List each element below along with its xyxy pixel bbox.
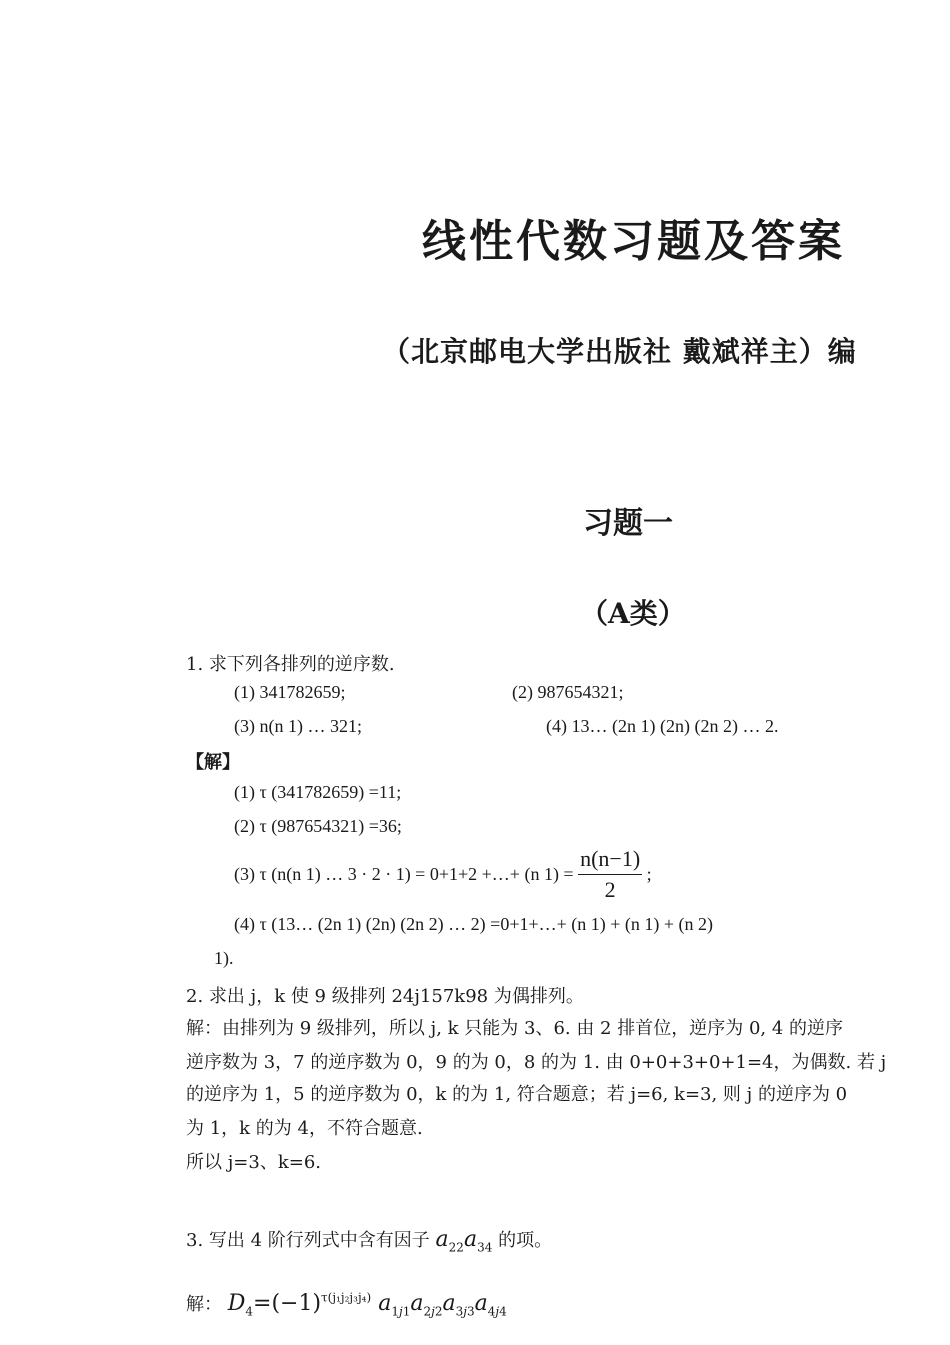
page-subtitle: （北京邮电大学出版社 戴斌祥主）编 bbox=[382, 335, 857, 368]
page-title: 线性代数习题及答案 bbox=[422, 216, 845, 267]
q2-line-1: 解：由排列为 9 级排列，所以 j, k 只能为 3、6. 由 2 排首位，逆序为 0, 4 的逆序 bbox=[186, 1018, 844, 1039]
chapter-heading: 习题一 bbox=[583, 506, 673, 541]
q3-tau-exponent: τ(j₁j₂j₃j₄) bbox=[321, 1290, 372, 1305]
q3-prompt-text: 3. 写出 4 阶行列式中含有因子 bbox=[186, 1230, 430, 1251]
q1-answer-4: (4) τ (13… (2n 1) (2n) (2n 2) … 2) =0+1+…+ (n 1) + (n 1) + (n 2) bbox=[234, 914, 714, 934]
q3-formula: $D_4=(-1)^{\tau(j_1j_2j_3j_4)}$ $a_{1j1}a_{2j2}a_{3j3}a_{4j4}$ bbox=[227, 1290, 507, 1319]
fraction-denominator: 2 bbox=[604, 877, 616, 902]
q3-solution-label: 解： bbox=[186, 1294, 222, 1315]
q2-line-2: 逆序数为 3，7 的逆序数为 0，9 的为 0，8 的为 1. 由 0+0+3+0+1=4，为偶数. 若 j bbox=[186, 1052, 887, 1073]
q1-item-4: (4) 13… (2n 1) (2n) (2n 2) … 2. bbox=[546, 716, 779, 736]
q1-item-1: (1) 341782659; bbox=[234, 682, 346, 702]
q3-prompt-tail: 的项。 bbox=[498, 1230, 553, 1251]
q2-line-5: 所以 j=3、k=6. bbox=[186, 1152, 321, 1173]
q1-answer-4-cont: 1). bbox=[214, 948, 234, 968]
q1-solution-label: 【解】 bbox=[186, 752, 240, 773]
q2-line-3: 的逆序为 1，5 的逆序数为 0，k 的为 1, 符合题意；若 j=6, k=3, 则 j 的逆序为 0 bbox=[186, 1084, 848, 1105]
q1-item-2: (2) 987654321; bbox=[512, 682, 624, 702]
q1-answer-3-tail: ; bbox=[646, 864, 652, 884]
q1-prompt: 1. 求下列各排列的逆序数. bbox=[186, 654, 395, 675]
q1-answer-2: (2) τ (987654321) =36; bbox=[234, 816, 402, 836]
section-heading: （A类） bbox=[580, 597, 686, 630]
q3-d-label: D bbox=[227, 1291, 246, 1316]
q1-item-3: (3) n(n 1) … 321; bbox=[234, 716, 362, 736]
q1-answer-3 bbox=[234, 848, 652, 901]
q1-answer-3-fraction bbox=[578, 848, 642, 901]
q3-d-sub: 4 bbox=[245, 1304, 254, 1319]
q3-prompt bbox=[186, 1226, 552, 1254]
q2-line-4: 为 1，k 的为 4，不符合题意. bbox=[186, 1118, 423, 1139]
q1-answer-3-text: (3) τ (n(n 1) … 3 · 2 · 1) = 0+1+2 +…+ (n 1) = bbox=[234, 864, 574, 884]
q3-d-eq: =(−1) bbox=[253, 1291, 322, 1316]
q3-solution bbox=[186, 1290, 507, 1318]
q3-factor: $a_{22}a_{34}$ bbox=[435, 1227, 493, 1255]
q1-answer-1: (1) τ (341782659) =11; bbox=[234, 782, 402, 802]
q2-prompt: 2. 求出 j，k 使 9 级排列 24j157k98 为偶排列。 bbox=[186, 986, 584, 1007]
fraction-numerator: n(n−1) bbox=[578, 848, 642, 875]
